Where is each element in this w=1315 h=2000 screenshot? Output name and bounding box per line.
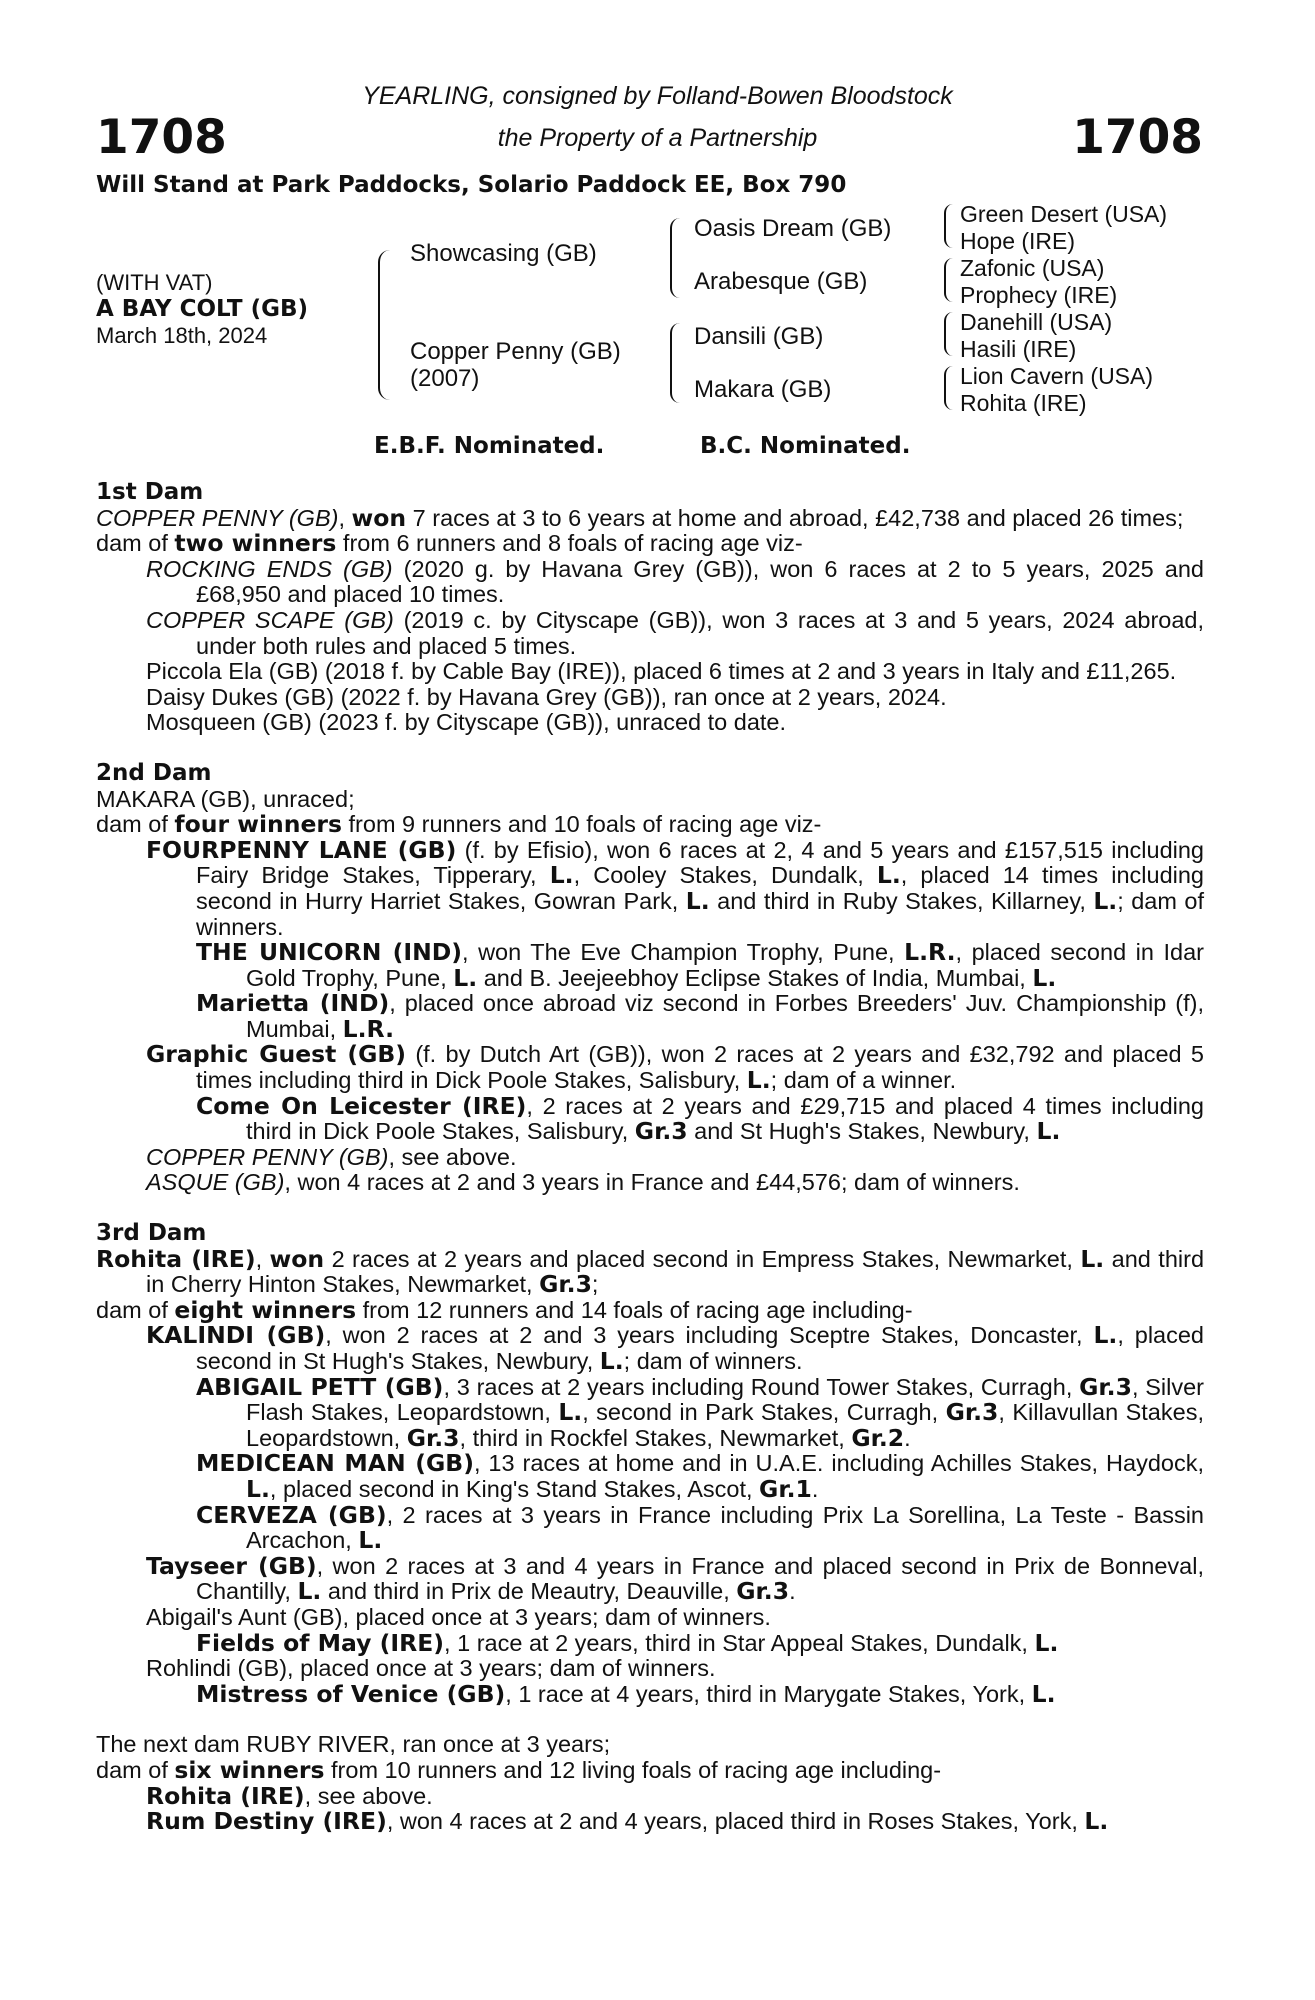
grandproduce-entry: ABIGAIL PETT (GB), 3 races at 2 years including Round Tower Stakes, Curragh, Gr.3, Silver Flash Stakes, Leopardstown, L., second in Park Stakes, Curragh, Gr.3, Killavullan Stakes, Leopardstown, Gr.3, third in Rockfel Stakes, Newmarket, Gr.2.	[196, 1372, 1204, 1452]
third-dam-heading: 3rd Dam	[96, 1220, 207, 1247]
horse-name: A BAY COLT (GB)	[96, 296, 309, 322]
produce-entry: Rohlindi (GB), placed once at 3 years; dam of winners.	[146, 1655, 716, 1682]
lot-number-right: 1708	[1072, 110, 1203, 165]
third-dam-produce-summary: dam of eight winners from 12 runners and 14 foals of racing age including-	[96, 1295, 913, 1324]
pedigree-dam: Copper Penny (GB)	[410, 338, 621, 365]
grandproduce-entry: MEDICEAN MAN (GB), 13 races at home and in U.A.E. including Achilles Stakes, Haydock, L., placed second in King's Stand Stakes, Ascot, Gr.1.	[196, 1449, 1204, 1503]
pedigree-brace-g4	[944, 366, 953, 410]
winners-count: two winners	[174, 529, 337, 558]
first-dam-section	[96, 480, 1204, 736]
won-label: won	[351, 503, 407, 532]
vat-note: (WITH VAT)	[96, 270, 213, 295]
record-text: 7 races at 3 to 6 years at home and abroad, £42,738 and placed 26 times;	[406, 504, 1184, 531]
pedigree-sire: Showcasing (GB)	[410, 240, 597, 267]
ebf-nominated: E.B.F. Nominated.	[374, 433, 605, 459]
first-dam-heading: 1st Dam	[96, 479, 204, 505]
pedigree-dam-sire: Dansili (GB)	[694, 323, 824, 350]
produce-entry: Piccola Ela (GB) (2018 f. by Cable Bay (IRE)), placed 6 times at 2 and 3 years in Italy and £11,265.	[146, 658, 1177, 685]
produce-entry: Graphic Guest (GB) (f. by Dutch Art (GB)), won 2 races at 2 years and £32,792 and placed 5 times including third in Dick Poole Stakes, Salisbury, L.; dam of a winner.	[146, 1040, 1204, 1095]
produce-entry: Tayseer (GB), won 2 races at 3 and 4 years in France and placed second in Prix de Bonneval, Chantilly, L. and third in Prix de Meautry, Deauville, Gr.3.	[146, 1551, 1204, 1606]
pedigree-dam-year: (2007)	[410, 365, 480, 392]
pedigree-sire-sire: Oasis Dream (GB)	[694, 215, 892, 242]
pedigree-g7: Lion Cavern (USA)	[960, 363, 1154, 389]
date-of-birth: March 18th, 2024	[96, 323, 268, 348]
pedigree-brace-g2	[944, 258, 953, 302]
produce-entry: Rum Destiny (IRE), won 4 races at 2 and 4 years, placed third in Roses Stakes, York, L.	[146, 1807, 1109, 1836]
produce-entry: COPPER PENNY (GB), see above.	[146, 1143, 517, 1170]
produce-entry: ROCKING ENDS (GB) (2020 g. by Havana Grey (GB)), won 6 races at 2 to 5 years, 2025 and £68,950 and placed 10 times.	[146, 555, 1204, 608]
pedigree-brace-sire	[670, 218, 680, 298]
pedigree-brace-dam	[670, 323, 680, 403]
pedigree-brace-g1	[944, 204, 953, 248]
pedigree-g5: Danehill (USA)	[960, 309, 1113, 335]
pedigree-brace-main	[378, 250, 390, 400]
bc-nominated: B.C. Nominated.	[700, 433, 911, 459]
grandproduce-entry: Mistress of Venice (GB), 1 race at 4 years, third in Marygate Stakes, York, L.	[196, 1679, 1056, 1708]
grandproduce-entry: Marietta (IND), placed once abroad viz second in Forbes Breeders' Juv. Championship (f), Mumbai, L.R.	[196, 989, 1204, 1043]
stand-location: Will Stand at Park Paddocks, Solario Paddock EE, Box 790	[96, 172, 847, 198]
produce-entry: FOURPENNY LANE (GB) (f. by Efisio), won 6 races at 2, 4 and 5 years and £157,515 including Fairy Bridge Stakes, Tipperary, L., Cooley Stakes, Dundalk, L., placed 14 times including second in Hurry Harriet Stakes, Gowran Park, L. and third in Ruby Stakes, Killarney, L.; dam of winners.	[146, 835, 1205, 940]
lot-number-left: 1708	[96, 110, 227, 165]
third-dam-section	[96, 1221, 1204, 1707]
produce-entry: Rohita (IRE), see above.	[146, 1781, 433, 1810]
pedigree-g4: Prophecy (IRE)	[960, 282, 1118, 308]
grandproduce-entry: CERVEZA (GB), 2 races at 3 years in France including Prix La Sorellina, La Teste - Bassin Arcachon, L.	[196, 1500, 1204, 1555]
second-dam-heading: 2nd Dam	[96, 759, 212, 786]
consignor-line: YEARLING, consigned by Folland-Bowen Bloodstock	[362, 82, 953, 110]
pedigree-g1: Green Desert (USA)	[960, 201, 1168, 227]
pedigree-g6: Hasili (IRE)	[960, 336, 1077, 362]
pedigree-g8: Rohita (IRE)	[960, 390, 1087, 416]
next-dam-record: The next dam RUBY RIVER, ran once at 3 years;	[96, 1731, 611, 1758]
grandproduce-entry: Fields of May (IRE), 1 race at 2 years, third in Star Appeal Stakes, Dundalk, L.	[196, 1628, 1059, 1657]
produce-entry: KALINDI (GB), won 2 races at 2 and 3 years including Sceptre Stakes, Doncaster, L., placed second in St Hugh's Stakes, Newbury, L.; dam of winners.	[146, 1321, 1204, 1375]
produce-entry: Mosqueen (GB) (2023 f. by Cityscape (GB)), unraced to date.	[146, 709, 787, 736]
produce-entry: COPPER SCAPE (GB) (2019 c. by Cityscape (GB)), won 3 races at 3 and 5 years, 2024 abroad, under both rules and placed 5 times.	[146, 606, 1205, 659]
property-line: the Property of a Partnership	[497, 124, 818, 152]
catalogue-body	[96, 480, 1204, 1835]
pedigree-sire-dam: Arabesque (GB)	[694, 268, 868, 295]
second-dam-section	[96, 761, 1204, 1196]
grandproduce-entry: Come On Leicester (IRE), 2 races at 2 years and £29,715 and placed 4 times including third in Dick Poole Stakes, Salisbury, Gr.3 and St Hugh's Stakes, Newbury, L.	[196, 1091, 1205, 1146]
dam-name: COPPER PENNY (GB)	[96, 504, 339, 531]
pedigree-g2: Hope (IRE)	[960, 228, 1076, 254]
second-dam-record: MAKARA (GB), unraced;	[96, 785, 355, 812]
next-dam-produce-summary: dam of six winners from 10 runners and 12 living foals of racing age including-	[96, 1755, 942, 1784]
produce-entry: Abigail's Aunt (GB), placed once at 3 years; dam of winners.	[146, 1603, 771, 1630]
grandproduce-entry: THE UNICORN (IND), won The Eve Champion Trophy, Pune, L.R., placed second in Idar Gold Trophy, Pune, L. and B. Jeejeebhoy Eclipse Stakes of India, Mumbai, L.	[196, 938, 1205, 992]
first-dam-produce-summary: dam of two winners from 6 runners and 8 foals of racing age viz-	[96, 529, 803, 558]
pedigree-dam-dam: Makara (GB)	[694, 376, 832, 403]
pedigree-brace-g3	[944, 312, 953, 356]
third-dam-record: Rohita (IRE), won 2 races at 2 years and placed second in Empress Stakes, Newmarket, L. and third in Cherry Hinton Stakes, Newmarket, Gr.3;	[96, 1244, 1205, 1299]
first-dam-record: COPPER PENNY (GB), won 7 races at 3 to 6 years at home and abroad, £42,738 and placed 26 times;	[96, 503, 1184, 532]
second-dam-produce-summary: dam of four winners from 9 runners and 10 foals of racing age viz-	[96, 810, 822, 839]
produce-entry: ASQUE (GB), won 4 races at 2 and 3 years in France and £44,576; dam of winners.	[146, 1169, 1020, 1196]
next-dam-section	[96, 1732, 1204, 1834]
produce-entry: Daisy Dukes (GB) (2022 f. by Havana Grey (GB)), ran once at 2 years, 2024.	[146, 683, 947, 710]
pedigree-g3: Zafonic (USA)	[960, 255, 1105, 281]
